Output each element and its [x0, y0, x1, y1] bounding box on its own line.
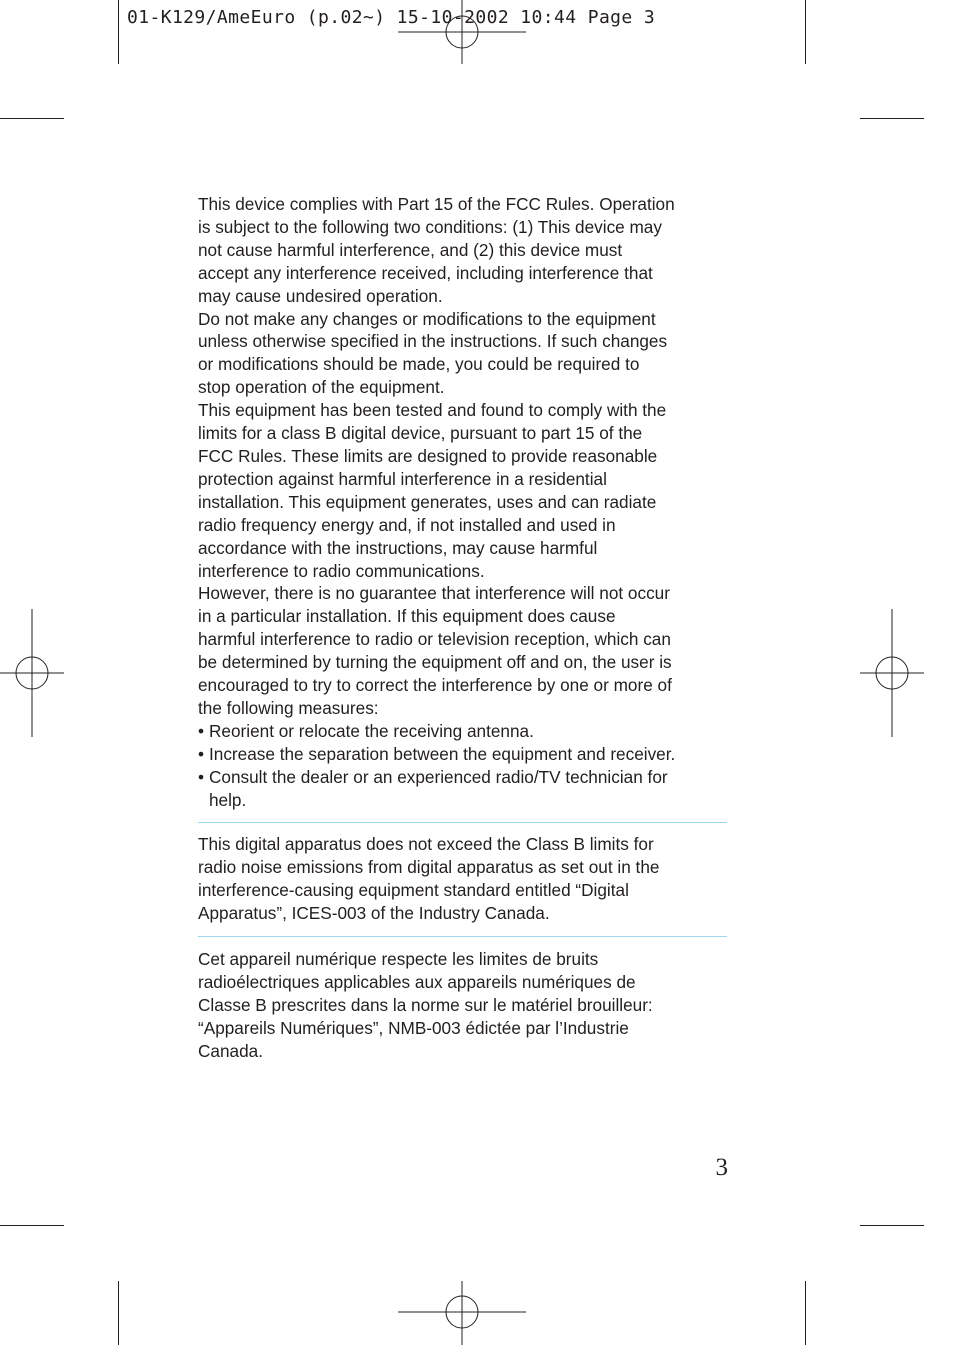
registration-mark-right — [860, 609, 924, 737]
text-line: or modifications should be made, you could be required to — [198, 354, 640, 375]
measure-bullet — [198, 720, 730, 743]
text-line: “Appareils Numériques”, NMB-003 édictée par l’Industrie — [198, 1017, 629, 1038]
bullet-symbol: • — [198, 720, 205, 741]
text-line: may cause undesired operation. — [198, 285, 443, 306]
text-line: limits for a class B digital device, pursuant to part 15 of the — [198, 423, 643, 444]
text-line: radioélectriques applicables aux appareils numériques de — [198, 972, 636, 992]
text-line: Canada. — [198, 1040, 263, 1061]
text-line: radio frequency energy and, if not installed and used in — [198, 514, 616, 535]
registration-mark-bottom — [398, 1281, 526, 1345]
text-line: accordance with the instructions, may cause harmful — [198, 537, 598, 558]
measure-bullet — [198, 743, 730, 766]
text-line: unless otherwise specified in the instructions. If such changes — [198, 331, 668, 352]
registration-mark-top — [398, 0, 526, 64]
text-line: This digital apparatus does not exceed the Class B limits for — [198, 834, 654, 855]
section-divider — [198, 936, 727, 937]
print-slug-line: 01-K129/AmeEuro (p.02~) 15-10-2002 10:44 Page 3 — [127, 7, 656, 28]
text-line: interference to radio communications. — [198, 560, 485, 581]
text-line: interference-causing equipment standard entitled “Digital — [198, 880, 629, 901]
text-line: harmful interference to radio or television reception, which can — [198, 629, 671, 650]
measure-bullet — [198, 766, 730, 789]
fcc-statement — [198, 193, 730, 811]
measure-text: Increase the separation between the equipment and receiver. — [209, 743, 676, 764]
text-line: is subject to the following two conditions: (1) This device may — [198, 216, 662, 237]
text-line: Do not make any changes or modifications to the equipment — [198, 308, 656, 329]
registration-mark-left — [0, 609, 64, 737]
page-number: 3 — [715, 1154, 728, 1181]
text-line: accept any interference received, including interference that — [198, 262, 653, 283]
text-line: Classe B prescrites dans la norme sur le matériel brouilleur: — [198, 994, 653, 1015]
text-line: radio noise emissions from digital apparatus as set out in the — [198, 857, 660, 878]
text-line: stop operation of the equipment. — [198, 377, 445, 398]
section-divider — [198, 822, 727, 823]
text-line: installation. This equipment generates, uses and can radiate — [198, 491, 657, 512]
bullet-symbol: • — [198, 743, 205, 764]
text-line: However, there is no guarantee that interference will not occur — [198, 583, 670, 604]
text-line: be determined by turning the equipment off and on, the user is — [198, 652, 672, 673]
measure-continuation: help. — [209, 789, 247, 810]
text-line: Cet appareil numérique respecte les limites de bruits — [198, 949, 599, 970]
text-line: protection against harmful interference in a residential — [198, 468, 607, 489]
text-line: Apparatus”, ICES-003 of the Industry Canada. — [198, 903, 550, 924]
text-line: the following measures: — [198, 697, 379, 718]
text-line: not cause harmful interference, and (2) this device must — [198, 239, 623, 260]
nmb-statement — [198, 948, 730, 1063]
bullet-symbol: • — [198, 766, 205, 787]
measure-text: Reorient or relocate the receiving antenna. — [209, 720, 534, 741]
ices-statement — [198, 833, 730, 925]
text-line: FCC Rules. These limits are designed to provide reasonable — [198, 445, 658, 466]
regulatory-notice — [198, 193, 730, 1063]
text-line: This device complies with Part 15 of the FCC Rules. Operation — [198, 194, 675, 214]
text-line: This equipment has been tested and found to comply with the — [198, 400, 667, 421]
text-line: encouraged to try to correct the interference by one or more of — [198, 675, 672, 696]
text-line: in a particular installation. If this equipment does cause — [198, 606, 616, 627]
measure-text: Consult the dealer or an experienced radio/TV technician for — [209, 766, 668, 787]
